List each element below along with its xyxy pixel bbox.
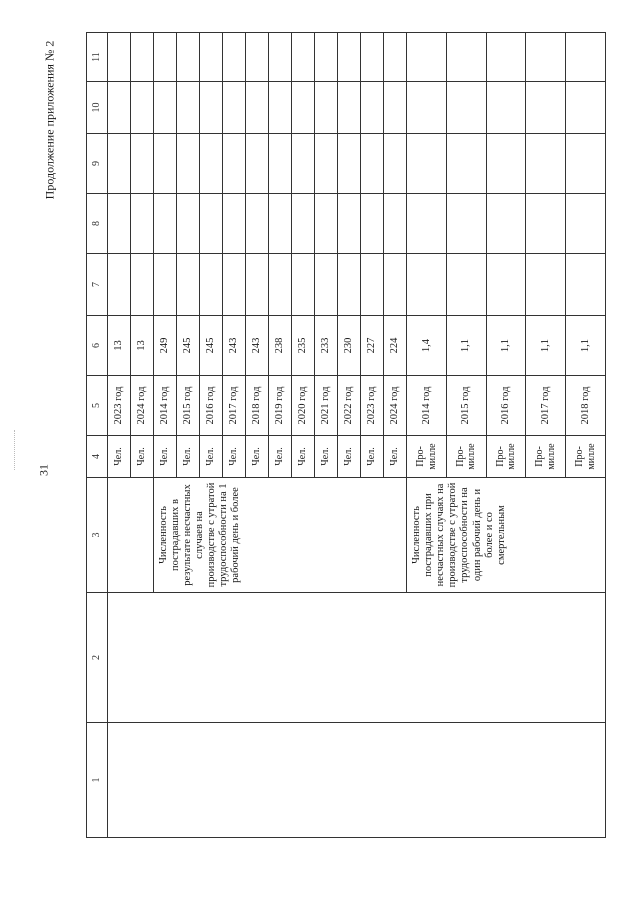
empty-cell	[246, 194, 269, 254]
year-cell: 2015 год	[446, 376, 486, 436]
year-cell: 2019 год	[269, 376, 292, 436]
value-cell: 243	[223, 316, 246, 376]
year-cell: 2023 год	[361, 376, 384, 436]
value-cell: 235	[292, 316, 315, 376]
empty-cell	[446, 33, 486, 82]
empty-cell	[486, 33, 526, 82]
unit-cell: Про- милле	[566, 436, 606, 478]
year-cell: 2016 год	[200, 376, 223, 436]
unit-cell: Чел.	[131, 436, 154, 478]
unit-cell: Про- милле	[526, 436, 566, 478]
empty-cell	[154, 254, 177, 316]
value-cell: 1,1	[446, 316, 486, 376]
value-cell: 245	[200, 316, 223, 376]
empty-cell	[177, 33, 200, 82]
empty-cell	[292, 82, 315, 134]
empty-cell	[177, 82, 200, 134]
empty-cell	[384, 194, 407, 254]
year-cell: 2016 год	[486, 376, 526, 436]
empty-cell	[200, 33, 223, 82]
empty-cell	[338, 33, 361, 82]
empty-cell	[223, 82, 246, 134]
empty-cell	[315, 254, 338, 316]
empty-cell	[108, 134, 131, 194]
empty-cell	[566, 82, 606, 134]
empty-cell	[384, 82, 407, 134]
column-number: 7	[87, 254, 108, 316]
value-cell: 13	[108, 316, 131, 376]
empty-cell	[177, 254, 200, 316]
unit-cell: Чел.	[246, 436, 269, 478]
empty-cell	[200, 82, 223, 134]
unit-cell: Чел.	[384, 436, 407, 478]
column-number: 5	[87, 376, 108, 436]
empty-cell	[269, 82, 292, 134]
empty-cell	[446, 134, 486, 194]
continuation-title: Продолжение приложения № 2	[42, 40, 57, 200]
empty-cell	[315, 194, 338, 254]
year-cell: 2017 год	[223, 376, 246, 436]
empty-cell	[246, 33, 269, 82]
empty-cell	[361, 194, 384, 254]
empty-cell	[315, 134, 338, 194]
empty-cell	[269, 254, 292, 316]
year-cell: 2021 год	[315, 376, 338, 436]
value-cell: 227	[361, 316, 384, 376]
empty-cell	[407, 82, 447, 134]
empty-cell	[315, 33, 338, 82]
empty-cell	[292, 254, 315, 316]
empty-cell	[361, 254, 384, 316]
empty-cell	[108, 82, 131, 134]
column-number: 11	[87, 33, 108, 82]
value-cell: 230	[338, 316, 361, 376]
value-cell: 238	[269, 316, 292, 376]
empty-cell	[338, 194, 361, 254]
value-cell: 13	[131, 316, 154, 376]
empty-cell	[269, 134, 292, 194]
unit-cell: Чел.	[200, 436, 223, 478]
value-cell: 1,1	[486, 316, 526, 376]
empty-cell	[566, 254, 606, 316]
column-number: 6	[87, 316, 108, 376]
table-row	[108, 33, 131, 838]
empty-cell	[131, 194, 154, 254]
empty-cell	[486, 194, 526, 254]
value-cell: 1,1	[566, 316, 606, 376]
unit-cell: Про- милле	[407, 436, 447, 478]
empty-cell	[292, 134, 315, 194]
year-cell: 2024 год	[384, 376, 407, 436]
empty-cell	[292, 33, 315, 82]
empty-cell	[526, 254, 566, 316]
year-cell: 2018 год	[246, 376, 269, 436]
empty-cell	[177, 194, 200, 254]
year-cell: 2017 год	[526, 376, 566, 436]
empty-cell	[384, 254, 407, 316]
empty-cell	[566, 194, 606, 254]
empty-cell	[446, 254, 486, 316]
value-cell: 249	[154, 316, 177, 376]
empty-cell	[154, 82, 177, 134]
empty-cell	[407, 254, 447, 316]
empty-cell	[361, 134, 384, 194]
empty-cell	[407, 194, 447, 254]
column-number: 9	[87, 134, 108, 194]
col1-cell	[108, 723, 606, 838]
indicator-description: Численность пострадавших в результате несчастных случаев на производстве с утратой трудоспособности на 1 рабочий день и более	[154, 478, 407, 593]
empty-cell	[486, 254, 526, 316]
empty-cell	[200, 194, 223, 254]
value-cell: 224	[384, 316, 407, 376]
empty-cell	[446, 82, 486, 134]
value-cell: 243	[246, 316, 269, 376]
empty-cell	[223, 194, 246, 254]
unit-cell: Чел.	[315, 436, 338, 478]
empty-cell	[384, 134, 407, 194]
column-number-row	[87, 33, 108, 838]
unit-cell: Про- милле	[486, 436, 526, 478]
empty-cell	[131, 134, 154, 194]
empty-cell	[223, 254, 246, 316]
empty-cell	[200, 254, 223, 316]
empty-cell	[131, 254, 154, 316]
unit-cell: Чел.	[177, 436, 200, 478]
indicator-description	[108, 478, 154, 593]
year-cell: 2015 год	[177, 376, 200, 436]
unit-cell: Про- милле	[446, 436, 486, 478]
column-number: 3	[87, 478, 108, 593]
empty-cell	[338, 134, 361, 194]
value-cell: 245	[177, 316, 200, 376]
year-cell: 2020 год	[292, 376, 315, 436]
year-cell: 2024 год	[131, 376, 154, 436]
unit-cell: Чел.	[108, 436, 131, 478]
empty-cell	[108, 194, 131, 254]
empty-cell	[246, 254, 269, 316]
value-cell: 1,1	[526, 316, 566, 376]
empty-cell	[292, 194, 315, 254]
empty-cell	[526, 134, 566, 194]
empty-cell	[486, 82, 526, 134]
empty-cell	[384, 33, 407, 82]
empty-cell	[566, 134, 606, 194]
empty-cell	[446, 194, 486, 254]
table-body	[108, 33, 606, 838]
col2-cell	[108, 593, 606, 723]
column-number: 1	[87, 723, 108, 838]
column-number: 4	[87, 436, 108, 478]
scan-artifact	[14, 430, 21, 470]
value-cell: 1,4	[407, 316, 447, 376]
unit-cell: Чел.	[361, 436, 384, 478]
empty-cell	[131, 82, 154, 134]
page-number: 31	[36, 464, 51, 476]
column-number: 2	[87, 593, 108, 723]
year-cell: 2022 год	[338, 376, 361, 436]
value-cell: 233	[315, 316, 338, 376]
empty-cell	[177, 134, 200, 194]
year-cell: 2018 год	[566, 376, 606, 436]
empty-cell	[108, 254, 131, 316]
empty-cell	[338, 82, 361, 134]
empty-cell	[566, 33, 606, 82]
empty-cell	[246, 134, 269, 194]
empty-cell	[108, 33, 131, 82]
empty-cell	[315, 82, 338, 134]
indicator-description: Численность пострадавших при несчастных случаях на производстве с утратой трудоспособности на один рабочий день и более и со смертельным	[407, 478, 606, 593]
empty-cell	[200, 134, 223, 194]
empty-cell	[526, 82, 566, 134]
empty-cell	[154, 33, 177, 82]
column-number: 8	[87, 194, 108, 254]
empty-cell	[526, 33, 566, 82]
empty-cell	[407, 134, 447, 194]
empty-cell	[361, 82, 384, 134]
empty-cell	[338, 254, 361, 316]
unit-cell: Чел.	[338, 436, 361, 478]
year-cell: 2014 год	[154, 376, 177, 436]
empty-cell	[269, 33, 292, 82]
empty-cell	[223, 33, 246, 82]
empty-cell	[131, 33, 154, 82]
column-number: 10	[87, 82, 108, 134]
unit-cell: Чел.	[223, 436, 246, 478]
empty-cell	[223, 134, 246, 194]
unit-cell: Чел.	[292, 436, 315, 478]
year-cell: 2014 год	[407, 376, 447, 436]
table-container	[86, 33, 606, 838]
empty-cell	[526, 194, 566, 254]
empty-cell	[154, 194, 177, 254]
year-cell: 2023 год	[108, 376, 131, 436]
empty-cell	[361, 33, 384, 82]
empty-cell	[486, 134, 526, 194]
empty-cell	[246, 82, 269, 134]
empty-cell	[154, 134, 177, 194]
empty-cell	[407, 33, 447, 82]
indicators-table	[86, 32, 606, 838]
empty-cell	[269, 194, 292, 254]
unit-cell: Чел.	[154, 436, 177, 478]
unit-cell: Чел.	[269, 436, 292, 478]
